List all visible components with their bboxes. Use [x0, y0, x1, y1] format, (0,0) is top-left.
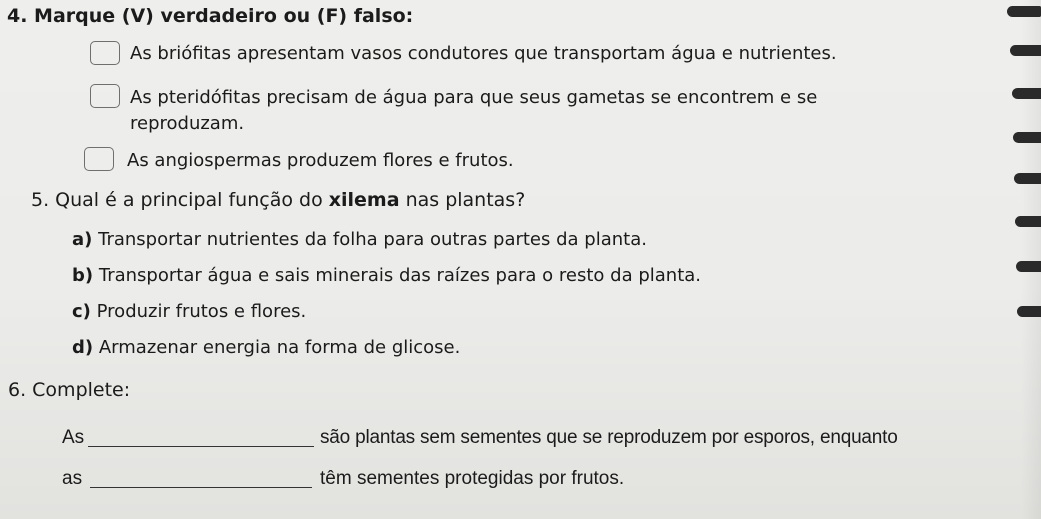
option-b — [72, 265, 701, 287]
binding-tab — [1015, 216, 1041, 227]
option-d — [72, 337, 460, 359]
binding-tab — [1012, 88, 1041, 99]
question-6-title — [8, 379, 130, 401]
q5-title-pre: 5. Qual é a principal função do — [31, 189, 329, 211]
q6-line-1 — [62, 427, 84, 449]
q4-item-3-text: As angiospermas produzem flores e frutos. — [127, 150, 514, 171]
q6-line1-start: As — [62, 427, 85, 448]
option-a — [72, 229, 647, 251]
option-a-letter: a) — [72, 229, 93, 250]
q4-item-1-text: As briófitas apresentam vasos condutores que transportam água e nutrientes. — [130, 43, 837, 64]
option-a-text: Transportar nutrientes da folha para outras partes da planta. — [98, 229, 647, 250]
q5-title-bold: xilema — [328, 189, 400, 211]
binding-tab — [1010, 45, 1041, 56]
q6-title-text: 6. Complete: — [8, 379, 131, 401]
option-b-text: Transportar água e sais minerais das raízes para o resto da planta. — [98, 265, 701, 286]
option-c — [72, 301, 306, 323]
page-edge-shadow — [1021, 0, 1041, 519]
checkbox-item-1[interactable] — [90, 41, 120, 65]
q4-item-2-text-line1: As pteridófitas precisam de água para que seus gametas se encontrem e se — [130, 87, 818, 108]
binding-tab — [1007, 6, 1041, 17]
checkbox-item-2[interactable] — [90, 84, 120, 108]
question-4-title-text: 4. Marque (V) verdadeiro ou (F) falso: — [7, 5, 414, 27]
question-5-title — [31, 189, 525, 211]
blank-2[interactable] — [90, 473, 312, 488]
blank-1[interactable] — [88, 432, 314, 447]
q4-item-2-text-line2: reproduzam. — [130, 113, 245, 134]
option-c-text: Produzir frutos e flores. — [96, 301, 307, 322]
option-c-letter: c) — [72, 301, 91, 322]
binding-tab — [1014, 173, 1041, 184]
checkbox-item-3[interactable] — [84, 147, 114, 171]
option-d-letter: d) — [72, 337, 94, 358]
question-4-title — [7, 5, 413, 27]
binding-tab — [1017, 306, 1041, 317]
option-b-letter: b) — [72, 265, 94, 286]
binding-tab — [1016, 261, 1041, 272]
q6-line2-start: as — [62, 468, 83, 489]
q6-line-2 — [62, 468, 82, 490]
q5-title-post: nas plantas? — [399, 189, 526, 211]
binding-tab — [1013, 132, 1041, 143]
q6-line-1-end: são plantas sem sementes que se reproduzem por esporos, enquanto — [320, 427, 898, 448]
q6-line-2-end: têm sementes protegidas por frutos. — [320, 468, 625, 489]
option-d-text: Armazenar energia na forma de glicose. — [98, 337, 461, 358]
